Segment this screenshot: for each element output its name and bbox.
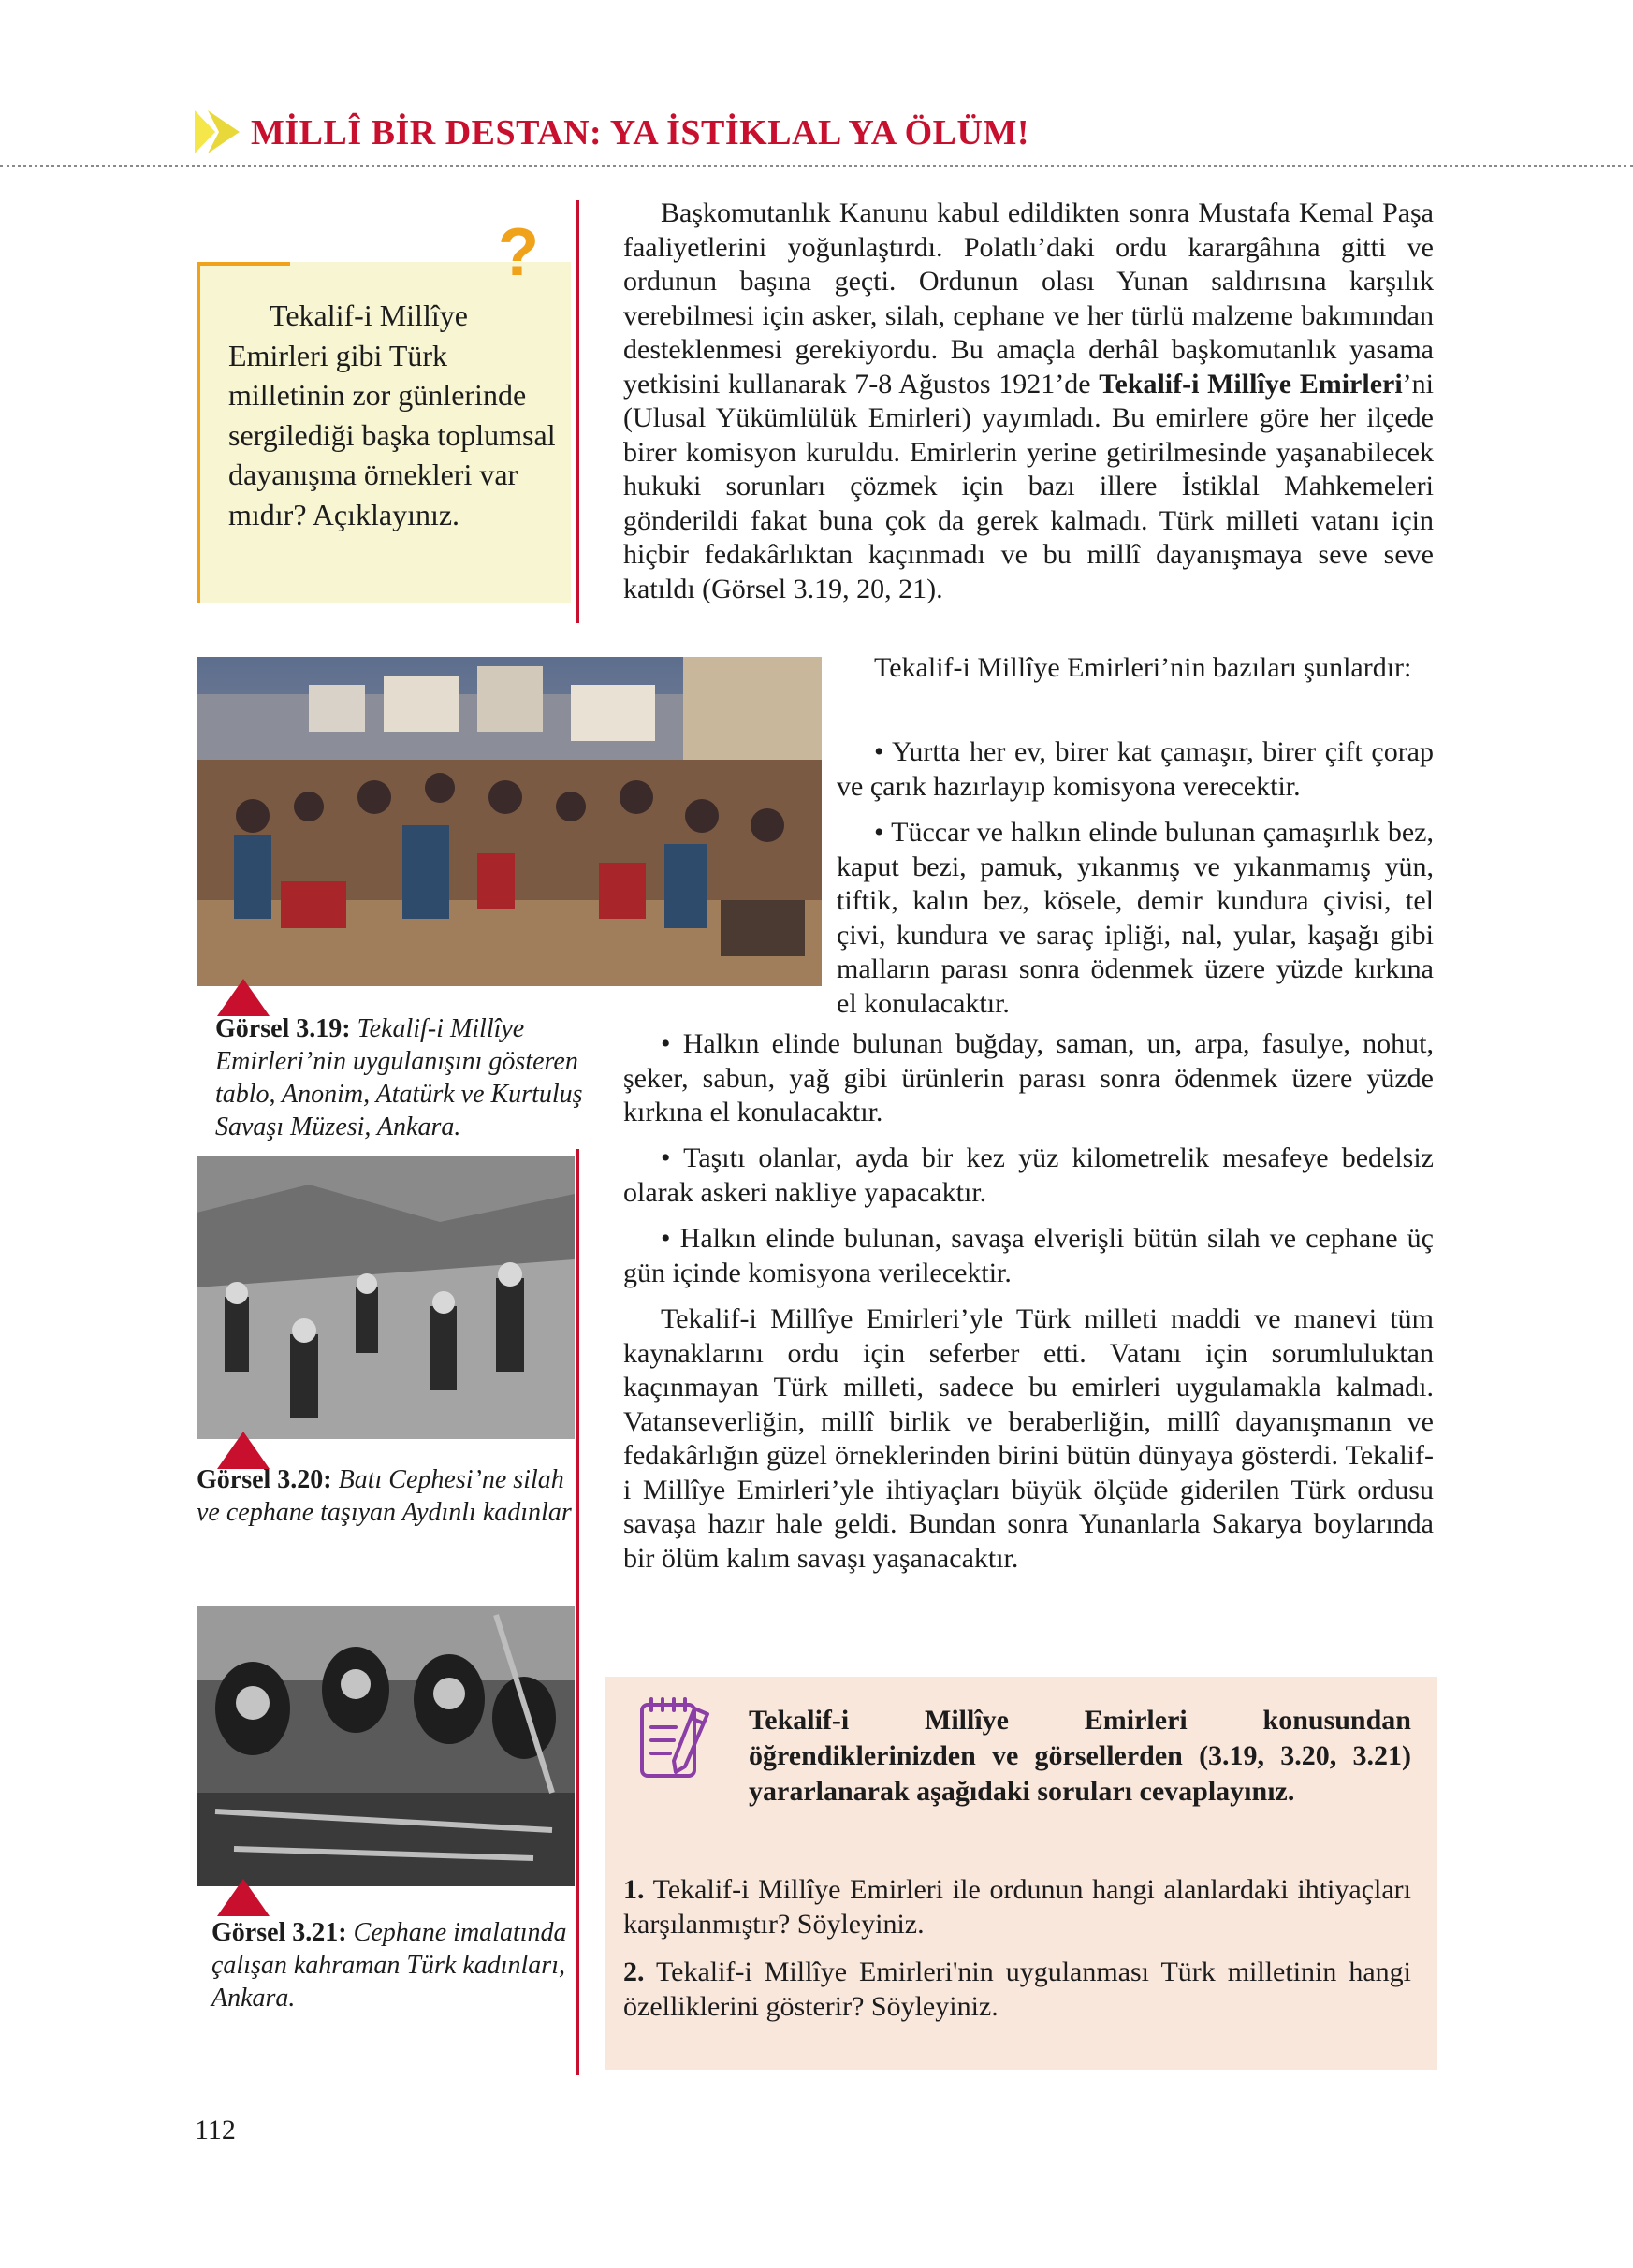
column-divider-bottom [576,1149,579,2075]
bullet-item-2: • Tüccar ve halkın elinde bulunan çamaşırlık bez, kaput bezi, pamuk, yıkanmış ve yıkanmamış yün, tiftik, kalın bez, kösele, demir kundura çivisi, tel çivi, kundura ve saraç ipliği, nal, yular, kaşağı gibi malların parası sonra ödenmek üzere yüzde kırkına el konulacaktır. [837,817,1434,1019]
figure-3-20-photo [197,1156,575,1439]
figure-3-21-caption: Görsel 3.21: Cephane imalatında çalışan kahraman Türk kadınları, Ankara. [211,1918,567,2013]
bullet-item-4: • Taşıtı olanlar, ayda bir kez yüz kilometrelik mesafeye bedelsiz olarak askeri nakliye yapacaktır. [623,1142,1434,1208]
figure-3-19-painting [197,657,822,986]
bullet-item-1: • Yurtta her ev, birer kat çamaşır, birer çift çorap ve çarık hazırlayıp komisyona verecektir. [837,736,1434,802]
notepad-pencil-icon [636,1692,719,1785]
question-box-text: Tekalif-i Millîye Emirleri gibi Türk milletinin zor günlerinde sergilediği başka toplumsal dayanışma örnekleri var mıdır? Açıklayınız. [228,298,556,531]
bullet-item-3: • Halkın elinde bulunan buğday, saman, un, arpa, fasulye, nohut, şeker, sabun, yağ gibi ürünlerin parası sonra ödenmek üzere yüzde kırkına el konulacaktır. [623,1028,1434,1127]
figure-3-20-caption: Görsel 3.20: Batı Cephesi’ne silah ve cephane taşıyan Aydınlı kadınlar [197,1465,572,1527]
figure-3-21-marker [217,1879,270,1916]
question-box-top-border [197,262,290,266]
activity-heading: Tekalif-i Millîye Emirleri konusundan öğrendiklerinizden ve görsellerden (3.19, 3.20, 3.21) yararlanarak aşağıdaki soruları cevaplayınız. [749,1705,1411,1807]
paragraph-intro: Başkomutanlık Kanunu kabul edildikten sonra Mustafa Kemal Paşa faaliyetlerini yoğunlaştırdı. Polatlı’daki ordu karargâhına gitti ve ordunun başına geçti. Ordunun olası Yunan saldırısına karşılık verebilmesi için asker, silah, cephane ve her türlü malzeme bakımından desteklenmesi gerekiyordu. Bu amaçla derhâl başkomutanlık yasama yetkisini kullanarak 7-8 Ağustos 1921’de Tekalif-i Millîye Emirleri’ni (Ulusal Yükümlülük Emirleri) yayımladı. Bu emirlere göre her ilçede birer komisyon kuruldu. Emirlerin yerine getirilmesinde yaşanabilecek hukuki sorunları çözmek için bazı illere İstiklal Mahkemeleri gönderildi fakat buna çok da gerek kalmadı. Türk milleti vatanı için hiçbir fedakârlıktan kaçınmadı ve bu millî dayanışmaya seve seve katıldı (Görsel 3.19, 20, 21). [623,197,1434,604]
figure-3-21-photo [197,1606,575,1886]
question-mark-icon: ? [498,215,539,290]
emphasis-term: Tekalif-i Millîye Emirleri [1099,368,1403,400]
bullet-item-5: • Halkın elinde bulunan, savaşa elverişli bütün silah ve cephane üç gün içinde komisyona verilecektir. [623,1223,1434,1288]
header-dotted-rule [0,165,1633,167]
activity-question-1: 1. Tekalif-i Millîye Emirleri ile ordunun hangi alanlardaki ihtiyaçları karşılanmıştır? Söyleyiniz. [623,1874,1411,1940]
activity-question-2: 2. Tekalif-i Millîye Emirleri'nin uygulanması Türk milletinin hangi özelliklerini gösterir? Söyleyiniz. [623,1956,1411,2022]
page-number: 112 [195,2115,236,2145]
figure-3-19-marker [217,979,270,1016]
header-arrow-icon [195,110,240,153]
paragraph-conclusion: Tekalif-i Millîye Emirleri’yle Türk milleti maddi ve manevi tüm kaynaklarını ordu için seferber etti. Vatanı için sorumluluktan kaçınmayan Türk milleti, sadece bu emirleri uygulamakla kalmadı. Vatanseverliğin, millî birlik ve beraberliğin, millî dayanışmanın ve fedakârlığın güzel örneklerinden birini bütün dünyaya gösterdi. Tekalif-i Millîye Emirleri’yle ihtiyaçları büyük ölçüde giderilen Türk ordusu savaşa hazır hale geldi. Bundan sonra Yunanlarla Sakarya boylarında bir ölüm kalım savaşı yaşanacaktır. [623,1303,1434,1574]
paragraph-list-intro: Tekalif-i Millîye Emirleri’nin bazıları şunlardır: [874,652,1412,683]
chapter-title: MİLLÎ BİR DESTAN: YA İSTİKLAL YA ÖLÜM! [251,113,1029,153]
column-divider-top [576,200,579,623]
figure-3-19-caption: Görsel 3.19: Tekalif-i Millîye Emirleri’nin uygulanışını gösteren tablo, Anonim, Atatürk ve Kurtuluş Savaşı Müzesi, Ankara. [215,1014,583,1141]
